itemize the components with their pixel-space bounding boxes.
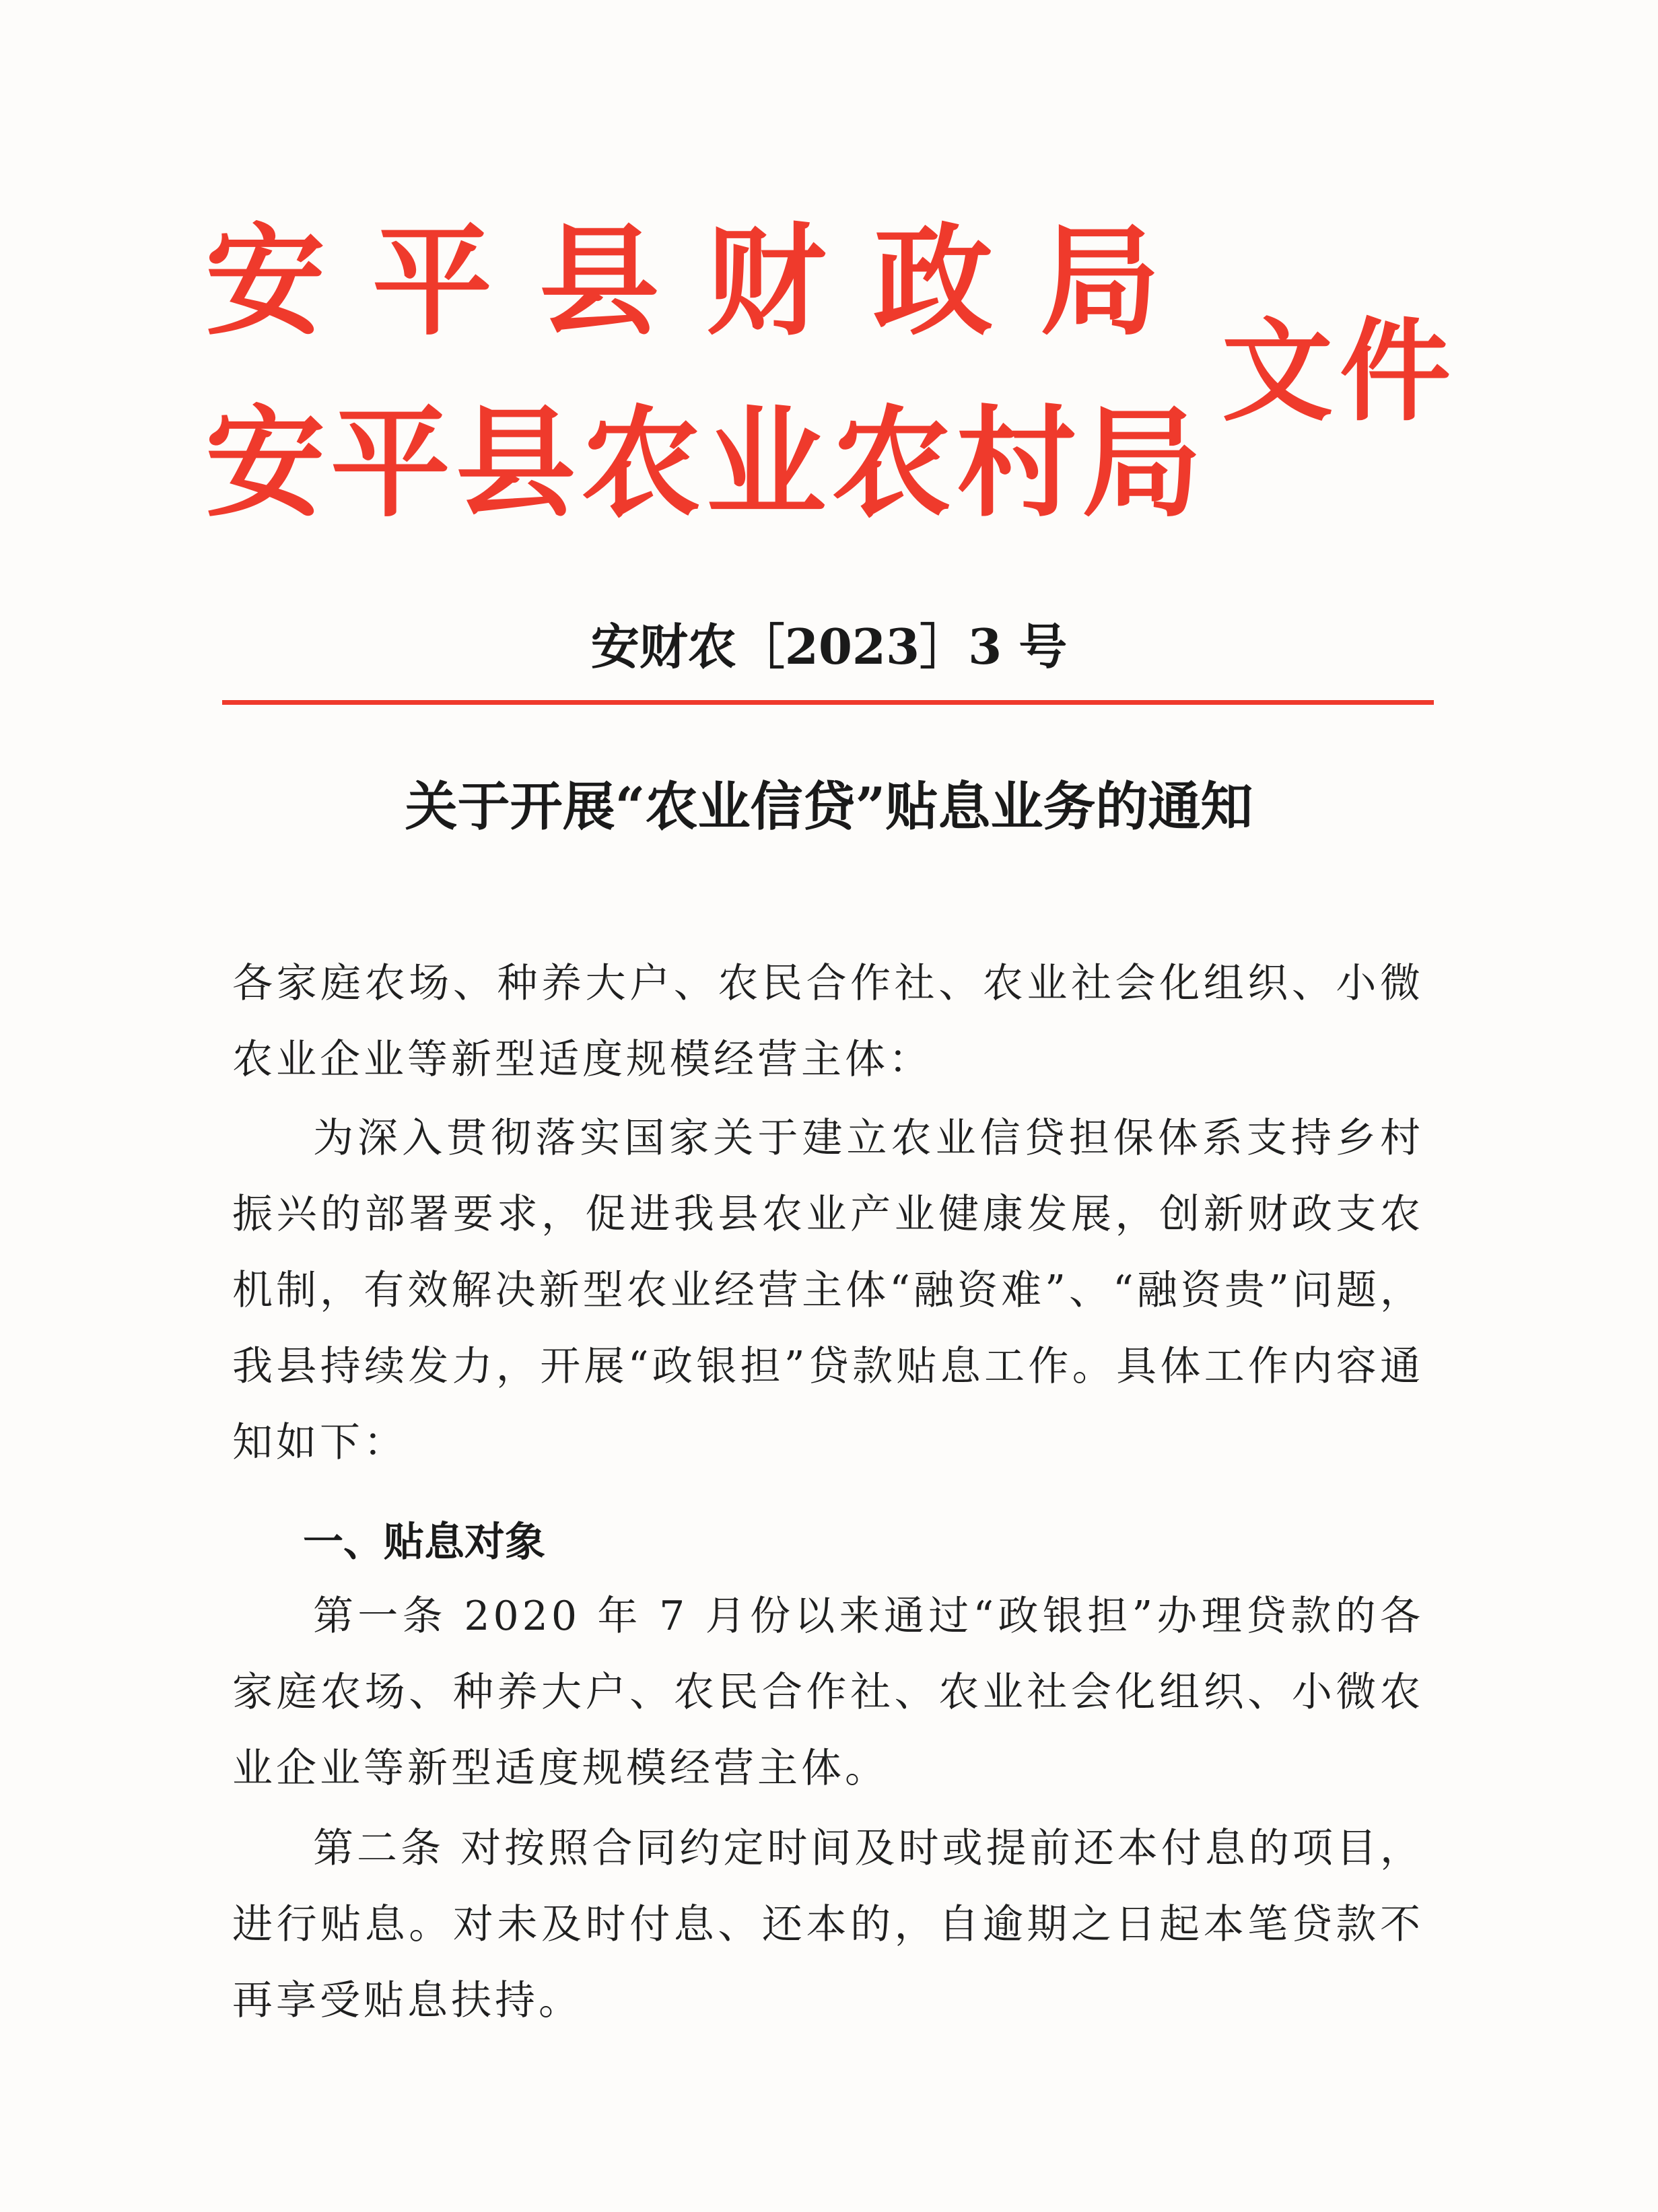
document-title: 关于开展“农业信贷”贴息业务的通知 [405,776,1253,837]
issuer-line-agriculture-bureau: 安平县农业农村局 [205,394,1207,533]
article-2-paragraph: 第二条 对按照合同约定时间及时或提前还本付息的项目，进行贴息。对未及时付息、还本的，自逾期之日起本笔贷款不再享受贴息扶持。 [232,1825,1424,2024]
document-type-label: 文件 [1222,307,1457,436]
intro-paragraph: 为深入贯彻落实国家关于建立农业信贷担保体系支持乡村振兴的部署要求，促进我县农业产业健康发展，创新财政支农机制，有效解决新型农业经营主体“融资难”、“融资贵”问题，我县持续发力，开展“政银担”贷款贴息工作。具体工作内容通知如下： [232,1115,1424,1466]
issuer-line-finance-bureau: 安平县财政局 [205,212,1207,351]
document-number: 安财农［2023］3 号 [590,618,1068,675]
section-heading-subsidy-targets: 一、贴息对象 [303,1519,545,1566]
salutation: 各家庭农场、种养大户、农民合作社、农业社会化组织、小微农业企业等新型适度规模经营主体： [232,960,1424,1083]
article-1-paragraph: 第一条 2020 年 7 月份以来通过“政银担”办理贷款的各家庭农场、种养大户、农民合作社、农业社会化组织、小微农业企业等新型适度规模经营主体。 [232,1593,1424,1792]
red-separator-line [222,700,1434,705]
